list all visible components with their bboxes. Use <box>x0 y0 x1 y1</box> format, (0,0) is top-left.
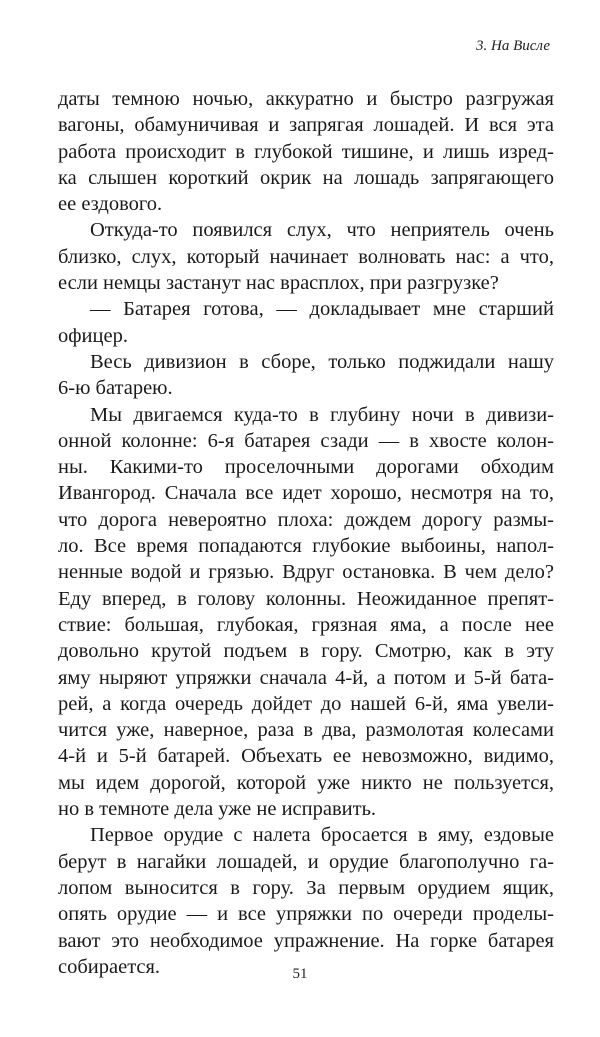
text-line: яму ныряют упряжки сначала 4-й, а потом и 5-й бата- <box>58 666 554 689</box>
text-line: что дорога невероятно плоха: дождем дорогу размы- <box>58 508 554 531</box>
text-line: если немцы застанут нас врасплох, при разгрузке? <box>58 272 499 295</box>
page-number: 51 <box>292 966 308 982</box>
text-line: Откуда-то появился слух, что неприятель очень <box>90 219 554 242</box>
text-line: ка слышен короткий окрик на лошадь запрягающего <box>58 166 554 189</box>
text-line: вагоны, обамуничивая и запрягая лошадей. И вся эта <box>58 114 554 137</box>
paragraph <box>58 349 554 402</box>
text-line: вают это необходимое упражнение. На горке батарея <box>58 929 554 952</box>
text-line: Еду вперед, в голову колонны. Неожиданное препят- <box>58 587 554 610</box>
text-line: берут в нагайки лошадей, и орудие благополучно га- <box>58 850 554 873</box>
text-line: ло. Все время попадаются глубокие выбоины, напол- <box>58 535 554 558</box>
text-line: Первое орудие с налета бросается в яму, ездовые <box>90 824 554 847</box>
text-line: собирается. <box>58 955 161 978</box>
text-line: Ивангород. Сначала все идет хорошо, несмотря на то, <box>58 482 554 505</box>
text-line: ствие: большая, глубокая, грязная яма, а после нее <box>58 613 554 636</box>
text-line: ее ездового. <box>58 193 163 216</box>
text-line: ны. Какими-то проселочными дорогами обходим <box>58 456 554 479</box>
text-line: офицер. <box>58 324 128 347</box>
paragraph <box>58 217 554 296</box>
text-line: довольно крутой подъем в гору. Смотрю, как в эту <box>58 640 554 663</box>
text-line: — Батарея готова, — докладывает мне старший <box>90 298 554 321</box>
text-line: близко, слух, который начинает волновать нас: а что, <box>58 245 554 268</box>
paragraph <box>58 822 554 980</box>
text-line: 4-й и 5-й батарей. Объехать ее невозможно, видимо, <box>58 745 554 768</box>
text-line: даты темною ночью, аккуратно и быстро разгружая <box>58 88 554 110</box>
text-line: ненные водой и грязью. Вдруг остановка. В чем дело? <box>58 561 554 584</box>
text-line: Весь дивизион в сборе, только поджидали нашу <box>90 350 554 373</box>
text-line: чится уже, наверное, раза в два, размолотая колесами <box>58 719 554 742</box>
paragraph <box>58 402 554 823</box>
paragraph <box>58 296 554 349</box>
text-line: Мы двигаемся куда-то в глубину ночи в дивизи- <box>90 403 554 426</box>
text-line: лопом выносится в гору. За первым орудием ящик, <box>58 876 554 899</box>
text-line: онной колонне: 6-я батарея сзади — в хвосте колон- <box>58 429 554 452</box>
text-line: опять орудие — и все упряжки по очереди проделы- <box>58 903 554 926</box>
text-line: рей, а когда очередь дойдет до нашей 6-й, яма увели- <box>58 692 554 715</box>
running-header: 3. На Висле <box>476 38 550 54</box>
text-line: мы идем дорогой, которой уже никто не пользуется, <box>58 771 554 794</box>
text-line: 6-ю батарею. <box>58 377 173 400</box>
paragraph <box>58 86 554 217</box>
text-line: работа происходит в глубокой тишине, и лишь изред- <box>58 140 554 163</box>
body-text <box>58 86 554 980</box>
text-line: но в темноте дела уже не исправить. <box>58 798 377 821</box>
